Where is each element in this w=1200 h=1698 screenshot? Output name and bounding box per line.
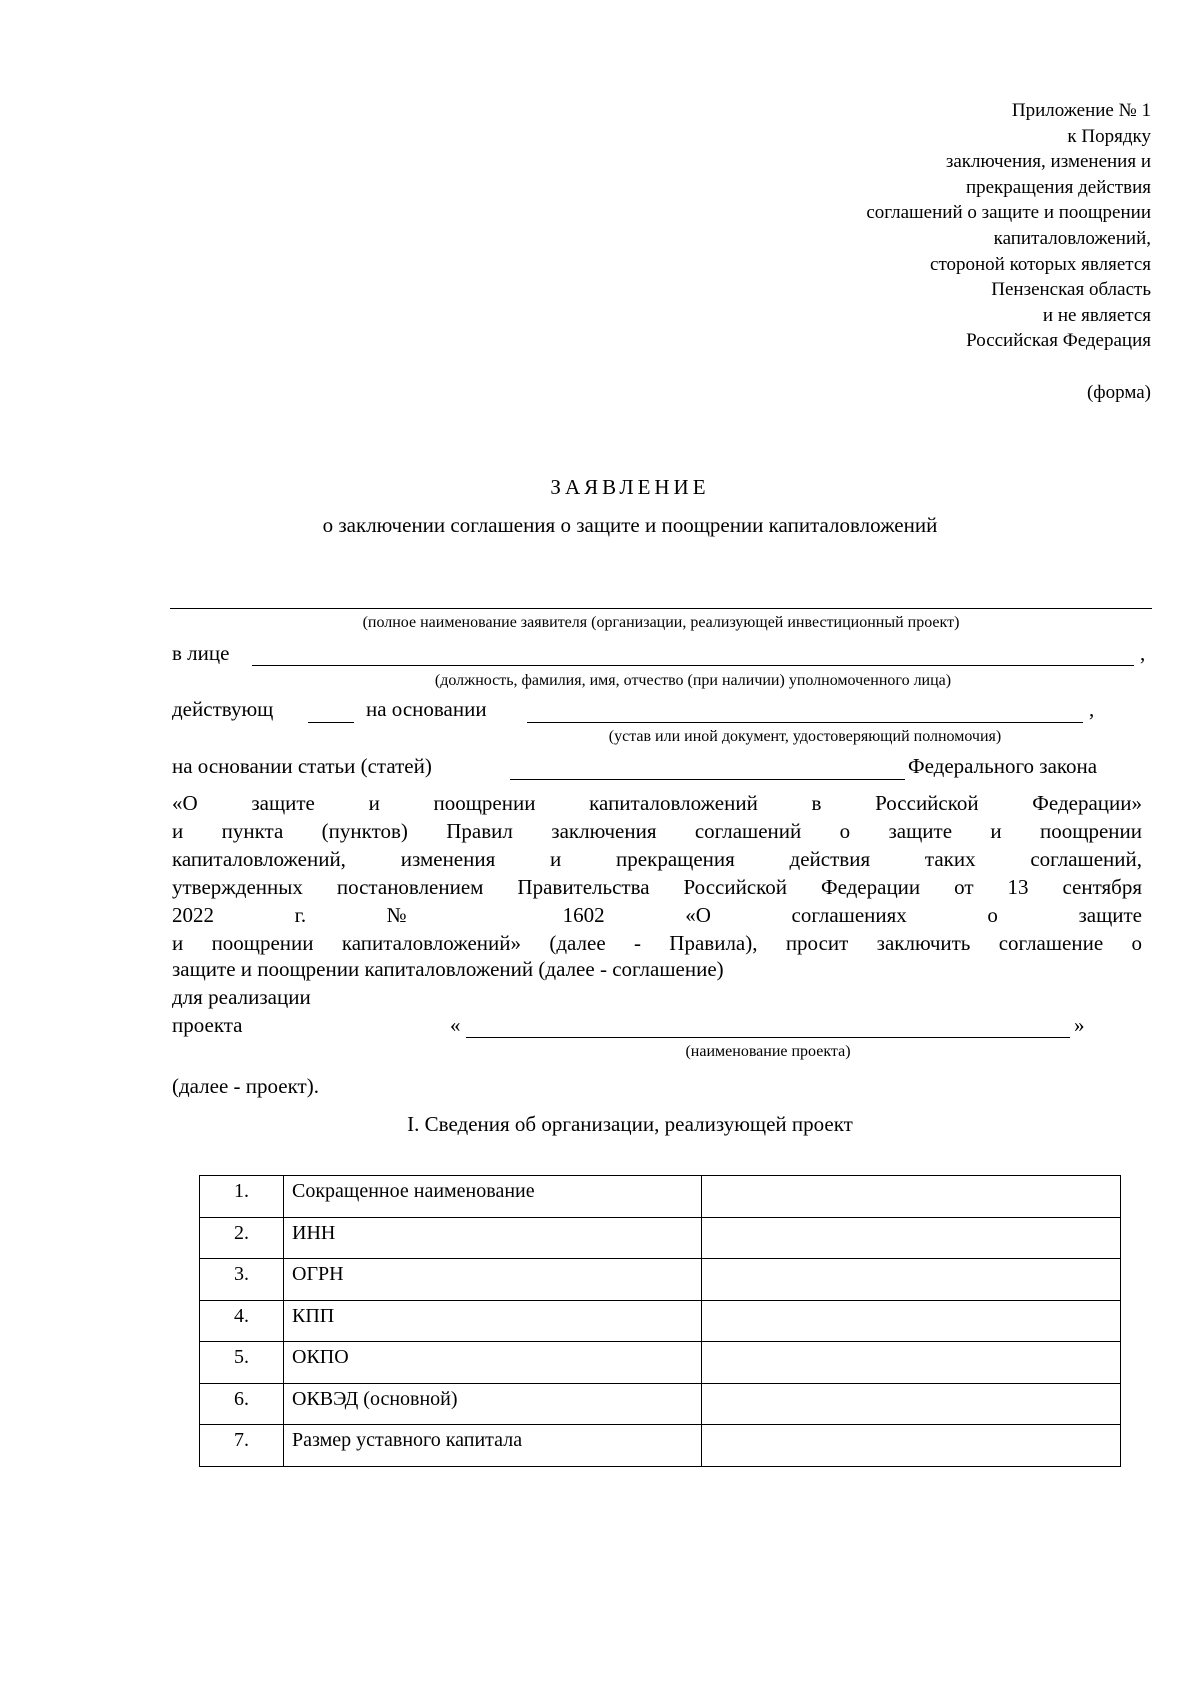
row-field-name: ОКПО — [284, 1342, 702, 1384]
acting-ending-line[interactable] — [308, 722, 354, 723]
table-row — [200, 1342, 1121, 1384]
acting-label: действующ — [172, 697, 274, 721]
row-field-name: КПП — [284, 1300, 702, 1342]
row-number: 4. — [200, 1300, 284, 1342]
basis-caption: (устав или иной документ, удостоверяющий полномочия) — [608, 728, 1002, 745]
row-field-name: ИНН — [284, 1217, 702, 1259]
row-field-name: ОГРН — [284, 1259, 702, 1301]
row-value-cell[interactable] — [702, 1217, 1121, 1259]
project-caption: (наименование проекта) — [685, 1043, 851, 1060]
section-title: I. Сведения об организации, реализующей проект — [407, 1112, 853, 1136]
row-number: 3. — [200, 1259, 284, 1301]
organization-info-table — [199, 1175, 1121, 1467]
table-row — [200, 1425, 1121, 1467]
basis-label: на основании — [366, 697, 487, 721]
body-line: 2022 г. № 1602 «О соглашениях о защите — [172, 903, 1142, 927]
body-line: утвержденных постановлением Правительства Российской Федерации от 13 сентября — [172, 875, 1142, 899]
attachment-line: капиталовложений, — [993, 227, 1151, 249]
row-value-cell[interactable] — [702, 1176, 1121, 1218]
attachment-line: к Порядку — [1067, 125, 1151, 147]
row-value-cell[interactable] — [702, 1259, 1121, 1301]
attachment-line: Приложение № 1 — [1011, 100, 1151, 121]
row-value-cell[interactable] — [702, 1425, 1121, 1467]
representative-line[interactable] — [252, 665, 1134, 666]
attachment-line: стороной которых является — [930, 253, 1151, 275]
body-line: и пункта (пунктов) Правил заключения соглашений о защите и поощрении — [172, 819, 1142, 843]
attachment-line: Российская Федерация — [966, 330, 1151, 352]
row-number: 7. — [200, 1425, 284, 1467]
table-row — [200, 1176, 1121, 1218]
row-number: 1. — [200, 1176, 284, 1218]
attachment-line: и не является — [1042, 304, 1151, 326]
project-name-line[interactable] — [466, 1037, 1070, 1038]
body-line: «О защите и поощрении капиталовложений в Российской Федерации» — [172, 791, 1142, 815]
attachment-line: заключения, изменения и — [945, 151, 1151, 173]
table-row — [200, 1300, 1121, 1342]
row-value-cell[interactable] — [702, 1342, 1121, 1384]
form-label: (форма) — [1086, 382, 1151, 403]
row-number: 6. — [200, 1383, 284, 1425]
row-number: 5. — [200, 1342, 284, 1384]
row-field-name: ОКВЭД (основной) — [284, 1383, 702, 1425]
article-number-line[interactable] — [510, 779, 905, 780]
body-line: и поощрении капиталовложений» (далее - Правила), просит заключить соглашение о — [172, 931, 1142, 955]
row-value-cell[interactable] — [702, 1300, 1121, 1342]
row-field-name: Сокращенное наименование — [284, 1176, 702, 1218]
table-row — [200, 1383, 1121, 1425]
project-open-quote: « — [450, 1013, 461, 1037]
project-close-quote: » — [1074, 1013, 1085, 1037]
attachment-line: прекращения действия — [965, 176, 1151, 198]
representative-caption: (должность, фамилия, имя, отчество (при наличии) уполномоченного лица) — [434, 672, 952, 689]
row-field-name: Размер уставного капитала — [284, 1425, 702, 1467]
table-row — [200, 1259, 1121, 1301]
row-number: 2. — [200, 1217, 284, 1259]
attachment-line: Пензенская область — [991, 279, 1151, 301]
body-line: капиталовложений, изменения и прекращения действия таких соглашений, — [172, 847, 1142, 871]
table-row — [200, 1217, 1121, 1259]
document-title: ЗАЯВЛЕНИЕ — [550, 475, 710, 499]
project-label-line2: проекта — [172, 1013, 243, 1037]
document-subtitle: о заключении соглашения о защите и поощрении капиталовложений — [322, 513, 938, 537]
project-label-line1: для реализации — [172, 985, 311, 1009]
basis-document-line[interactable] — [527, 722, 1083, 723]
applicant-name-line[interactable] — [170, 608, 1152, 609]
row-value-cell[interactable] — [702, 1383, 1121, 1425]
law-label: Федерального закона — [908, 754, 1098, 778]
represented-by-label: в лице — [172, 641, 230, 665]
applicant-caption: (полное наименование заявителя (организации, реализующей инвестиционный проект) — [362, 614, 960, 631]
represented-comma: , — [1140, 641, 1146, 665]
article-label: на основании статьи (статей) — [172, 754, 432, 778]
acting-comma: , — [1089, 697, 1095, 721]
project-after-text: (далее - проект). — [172, 1074, 319, 1098]
attachment-line: соглашений о защите и поощрении — [866, 202, 1151, 224]
body-last-line: защите и поощрении капиталовложений (далее - соглашение) — [172, 957, 724, 981]
attachment-header — [866, 98, 1151, 354]
